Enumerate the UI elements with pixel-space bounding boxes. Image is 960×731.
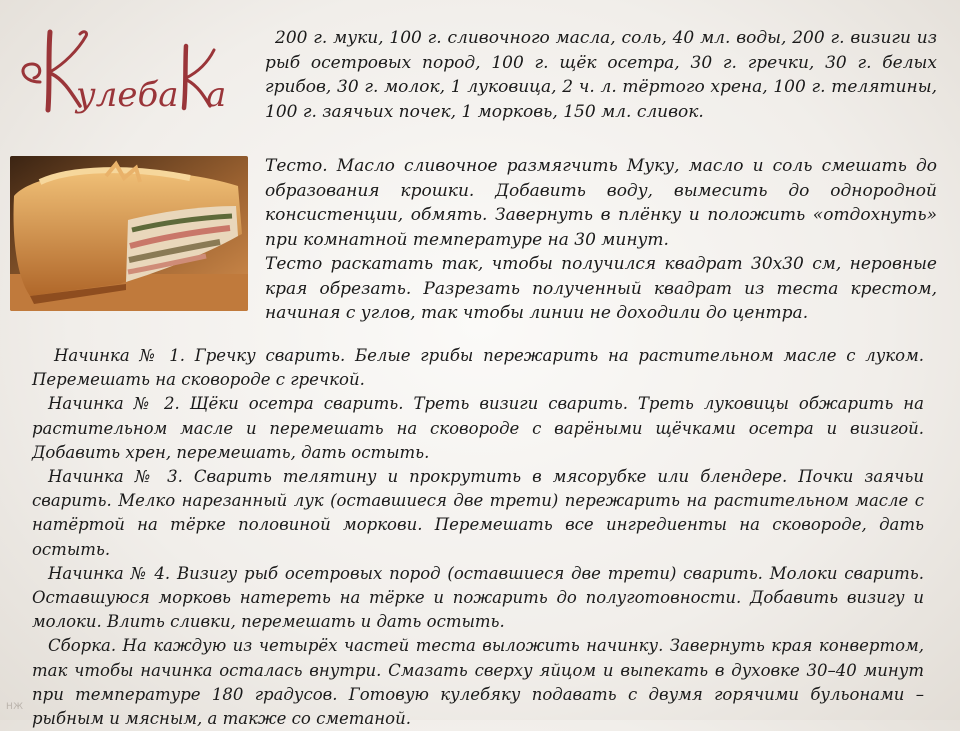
filling-4-paragraph: Начинка № 4. Визигу рыб осетровых пород (оставшиеся две трети) сварить. Молоки сварить. Оставшуюся морковь натереть на тёрке и пожарить до полуготовности. Добавить визигу и молоки. Влить сливки, перемешать и дать остыть.: [32, 563, 924, 632]
dough-paragraph-1: Тесто. Масло сливочное размягчить Муку, масло и соль смешать до образования крошки. Добавить воду, вымесить до однородной консистенции, обмять. Завернуть в плёнку и положить «отдохнуть» при комнатной температуре на 30 минут.: [265, 156, 937, 250]
logo-lettering: улеба: [76, 75, 179, 115]
kulebyaka-title-logo: [8, 20, 258, 120]
kulebyaka-pie-photo: [10, 156, 248, 311]
filling-2-paragraph: Начинка № 2. Щёки осетра сварить. Треть визиги сварить. Треть луковицы обжарить на растительном масле и перемешать на сковороде с варёными щёчками осетра и визигой. Добавить хрен, перемешать, дать остыть.: [32, 394, 924, 462]
footer-watermark: НЖ: [6, 702, 24, 712]
dough-paragraph-2: Тесто раскатать так, чтобы получился квадрат 30х30 см, неровные края обрезать. Разрезать полученный квадрат из теста крестом, начиная с углов, так чтобы линии не доходили до центра.: [265, 254, 937, 323]
recipe-fillings-text: [32, 344, 924, 731]
recipe-top-text: [265, 26, 937, 326]
filling-1-paragraph: Начинка № 1. Гречку сварить. Белые грибы пережарить на растительном масле с луком. Перемешать на сковороде с гречкой.: [32, 346, 924, 390]
filling-3-paragraph: Начинка № 3. Сварить телятину и прокрутить в мясорубке или блендере. Почки заячьи сварить. Мелко нарезанный лук (оставшиеся две трети) пережарить на растительном масле с натёртой на тёрке половиной моркови. Перемешать все ингредиенты на сковороде, дать остыть.: [32, 467, 924, 559]
ingredients-paragraph: 200 г. муки, 100 г. сливочного масла, соль, 40 мл. воды, 200 г. визиги из рыб осетровых пород, 100 г. щёк осетра, 30 г. гречки, 30 г. белых грибов, 30 г. молок, 1 луковица, 2 ч. л. тёртого хрена, 100 г. телятины, 100 г. заячьих почек, 1 морковь, 150 мл. сливок.: [265, 28, 937, 122]
assembly-paragraph: Сборка. На каждую из четырёх частей теста выложить начинку. Завернуть края конвертом, так чтобы начинка осталась внутри. Смазать сверху яйцом и выпекать в духовке 30–40 минут при температуре 180 градусов. Готовую кулебяку подавать с двумя горячими бульонами – рыбным и мясным, а также со сметаной.: [32, 636, 924, 729]
svg-text:а: а: [206, 75, 227, 115]
